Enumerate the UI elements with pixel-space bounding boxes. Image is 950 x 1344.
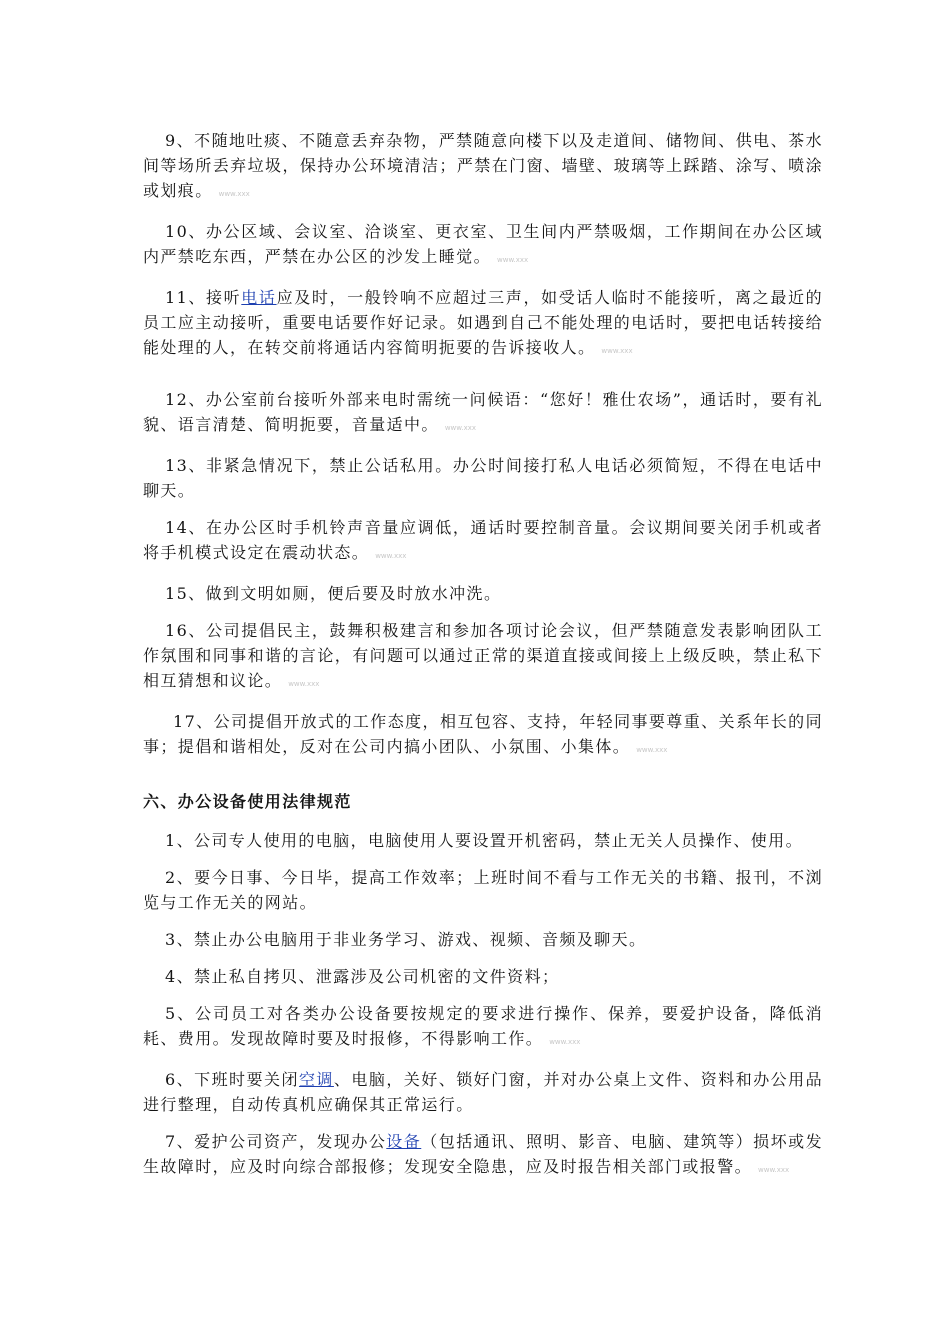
- paragraph-text: 17、公司提倡开放式的工作态度，相互包容、支持，年轻同事要尊重、关系年长的同事；提倡和谐相处，反对在公司内搞小团队、小氛围、小集体。: [143, 712, 823, 756]
- paragraph-text: 12、办公室前台接听外部来电时需统一问候语：“您好！雅仕农场”，通话时，要有礼貌、语言清楚、简明扼要，音量适中。: [143, 390, 823, 434]
- paragraph-text: 1、公司专人使用的电脑，电脑使用人要设置开机密码，禁止无关人员操作、使用。: [165, 831, 803, 850]
- rule-paragraph: [143, 128, 823, 207]
- faint-watermark: www.xxx: [636, 746, 668, 754]
- paragraph-text: 、电脑，关好、锁好门窗，并对办公桌上文件、资料和办公用品进行整理，自动传真机应确保其正常运行。: [143, 1070, 823, 1114]
- paragraph-text: 6、下班时要关闭: [165, 1070, 299, 1089]
- faint-watermark: www.xxx: [288, 680, 320, 688]
- faint-watermark: www.xxx: [444, 424, 476, 432]
- paragraph-text: 3、禁止办公电脑用于非业务学习、游戏、视频、音频及聊天。: [165, 930, 647, 949]
- rule-paragraph: [143, 515, 823, 569]
- paragraph-text: 15、做到文明如厕，便后要及时放水冲洗。: [165, 584, 502, 603]
- paragraph-text: 9、不随地吐痰、不随意丢弃杂物，严禁随意向楼下以及走道间、储物间、供电、茶水间等场所丢弃垃圾，保持办公环境清洁；严禁在门窗、墙壁、玻璃等上踩踏、涂写、喷涂或划痕。: [143, 131, 823, 200]
- paragraph-text: 14、在办公区时手机铃声音量应调低，通话时要控制音量。会议期间要关闭手机或者将手机模式设定在震动状态。: [143, 518, 823, 562]
- faint-watermark: www.xxx: [758, 1166, 790, 1174]
- paragraph-text: 10、办公区域、会议室、洽谈室、更衣室、卫生间内严禁吸烟，工作期间在办公区域内严禁吃东西，严禁在办公区的沙发上睡觉。: [143, 222, 823, 266]
- inline-link[interactable]: 设备: [386, 1132, 422, 1151]
- document-body: [143, 128, 823, 1195]
- paragraph-text: 11、接听: [165, 288, 242, 307]
- rule-paragraph: [143, 581, 823, 606]
- faint-watermark: www.xxx: [497, 256, 529, 264]
- paragraph-text: 应及时，一般铃响不应超过三声，如受话人临时不能接听，离之最近的员工应主动接听，重要电话要作好记录。如遇到自己不能处理的电话时，要把电话转接给能处理的人，在转交前将通话内容简明扼要的告诉接收人。: [143, 288, 823, 357]
- faint-watermark: www.xxx: [218, 190, 250, 198]
- rule-paragraph: [143, 618, 823, 697]
- inline-link[interactable]: 电话: [241, 288, 277, 307]
- rule-paragraph: [143, 285, 823, 364]
- rule-paragraph: [143, 828, 823, 853]
- rule-paragraph: [143, 1129, 823, 1183]
- inline-link[interactable]: 空调: [298, 1070, 334, 1089]
- paragraph-text: 5、公司员工对各类办公设备要按规定的要求进行操作、保养，要爱护设备，降低消耗、费用。发现故障时要及时报修，不得影响工作。: [143, 1004, 823, 1048]
- paragraph-text: 7、爱护公司资产，发现办公: [165, 1132, 387, 1151]
- faint-watermark: www.xxx: [601, 347, 633, 355]
- equipment-rules-list: [143, 828, 823, 1183]
- paragraph-text: 13、非紧急情况下，禁止公话私用。办公时间接打私人电话必须简短，不得在电话中聊天。: [143, 456, 823, 500]
- rule-paragraph: [143, 964, 823, 989]
- rule-paragraph: [143, 865, 823, 915]
- section-heading: 六、办公设备使用法律规范: [143, 792, 352, 811]
- paragraph-text: 2、要今日事、今日毕，提高工作效率；上班时间不看与工作无关的书籍、报刊，不浏览与工作无关的网站。: [143, 868, 823, 912]
- rule-paragraph: [143, 1001, 823, 1055]
- rule-paragraph: [143, 709, 823, 763]
- rule-paragraph: [143, 1067, 823, 1117]
- faint-watermark: www.xxx: [375, 552, 407, 560]
- rules-list-continued: [143, 128, 823, 763]
- faint-watermark: www.xxx: [549, 1038, 581, 1046]
- paragraph-text: 16、公司提倡民主，鼓舞积极建言和参加各项讨论会议，但严禁随意发表影响团队工作氛围和同事和谐的言论，有问题可以通过正常的渠道直接或间接上上级反映，禁止私下相互猜想和议论。: [143, 621, 823, 690]
- rule-paragraph: [143, 387, 823, 441]
- rule-paragraph: [143, 219, 823, 273]
- rule-paragraph: [143, 453, 823, 503]
- rule-paragraph: [143, 927, 823, 952]
- paragraph-text: 4、禁止私自拷贝、泄露涉及公司机密的文件资料；: [165, 967, 560, 986]
- paragraph-text: （包括通讯、照明、影音、电脑、建筑等）损坏或发生故障时，应及时向综合部报修；发现安全隐患，应及时报告相关部门或报警。: [143, 1132, 823, 1176]
